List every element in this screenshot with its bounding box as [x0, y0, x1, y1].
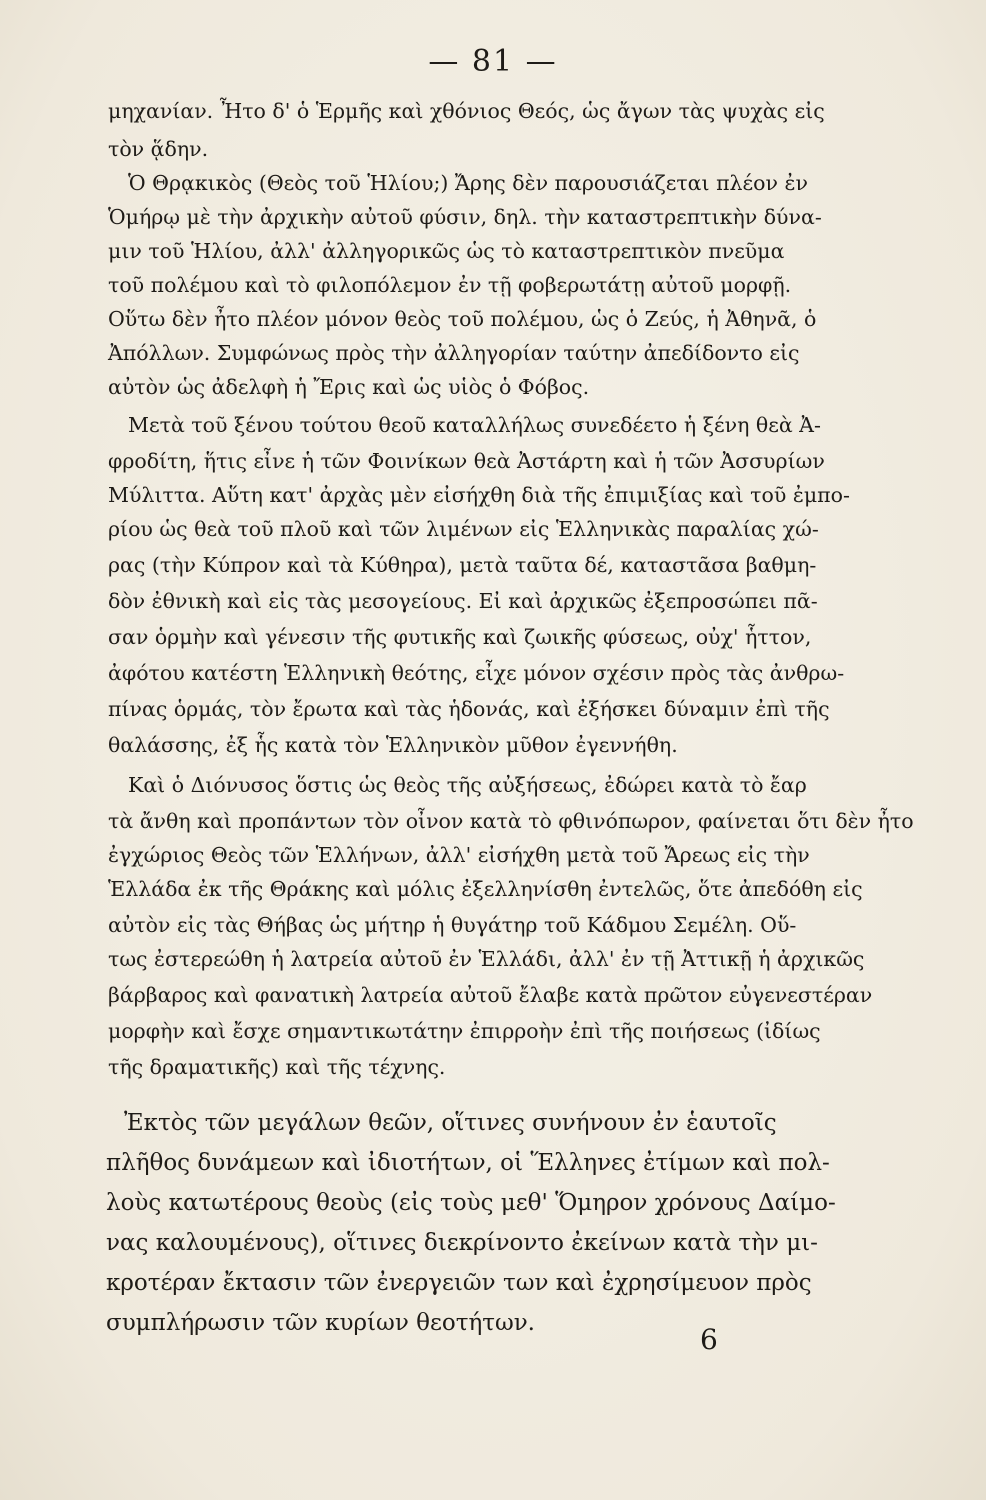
- text-line: Ἀπόλλων. Συμφώνως πρὸς τὴν ἀλληγορίαν ταύτην ἀπεδίδοντο εἰς: [108, 341, 800, 365]
- text-line: συμπλήρωσιν τῶν κυρίων θεοτήτων.: [106, 1310, 535, 1336]
- text-line: ρίου ὡς θεὰ τοῦ πλοῦ καὶ τῶν λιμένων εἰς Ἑλληνικὰς παραλίας χώ-: [108, 517, 819, 541]
- text-line: τὰ ἄνθη καὶ προπάντων τὸν οἶνον κατὰ τὸ φθινόπωρον, φαίνεται ὅτι δὲν ἦτο: [108, 809, 914, 833]
- text-line: πλῆθος δυνάμεων καὶ ἰδιοτήτων, οἱ Ἕλληνες ἐτίμων καὶ πολ-: [106, 1150, 830, 1176]
- text-line: φροδίτη, ἥτις εἶνε ἡ τῶν Φοινίκων θεὰ Ἀστάρτη καὶ ἡ τῶν Ἀσσυρίων: [108, 449, 825, 473]
- text-line: μορφὴν καὶ ἔσχε σημαντικωτάτην ἐπιρροὴν ἐπὶ τῆς ποιήσεως (ἰδίως: [108, 1019, 821, 1043]
- text-line: βάρβαρος καὶ φανατικὴ λατρεία αὐτοῦ ἔλαβε κατὰ πρῶτον εὐγενεστέραν: [108, 983, 873, 1007]
- text-line: κροτέραν ἔκτασιν τῶν ἐνεργειῶν των καὶ ἐχρησίμευον πρὸς: [106, 1270, 812, 1296]
- text-line: Καὶ ὁ Διόνυσος ὅστις ὡς θεὸς τῆς αὐξήσεως, ἐδώρει κατὰ τὸ ἔαρ: [128, 773, 807, 797]
- text-line: τῆς δραματικῆς) καὶ τῆς τέχνης.: [108, 1055, 446, 1079]
- text-line: Ὁμήρῳ μὲ τὴν ἀρχικὴν αὐτοῦ φύσιν, δηλ. τὴν καταστρεπτικὴν δύνα-: [108, 205, 822, 229]
- signature-mark: 6: [700, 1323, 718, 1356]
- text-line: θαλάσσης, ἐξ ἧς κατὰ τὸν Ἑλληνικὸν μῦθον ἐγεννήθη.: [108, 733, 678, 757]
- text-line: Ἐκτὸς τῶν μεγάλων θεῶν, οἵτινες συνήνουν ἐν ἑαυτοῖς: [124, 1110, 777, 1136]
- text-line: νας καλουμένους), οἵτινες διεκρίνοντο ἐκείνων κατὰ τὴν μι-: [106, 1230, 818, 1256]
- text-line: Μύλιττα. Αὕτη κατ' ἀρχὰς μὲν εἰσήχθη διὰ τῆς ἐπιμιξίας καὶ τοῦ ἐμπο-: [108, 483, 850, 507]
- text-line: Ὁ Θρᾳκικὸς (Θεὸς τοῦ Ἡλίου;) Ἄρης δὲν παρουσιάζεται πλέον ἐν: [128, 171, 808, 195]
- page-number: — 81 —: [428, 44, 558, 79]
- text-line: Μετὰ τοῦ ξένου τούτου θεοῦ καταλλήλως συνεδέετο ἡ ξένη θεὰ Ἀ-: [128, 413, 821, 437]
- text-line: τὸν ᾅδην.: [108, 137, 209, 161]
- text-line: λοὺς κατωτέρους θεοὺς (εἰς τοὺς μεθ' Ὅμηρον χρόνους Δαίμο-: [106, 1190, 836, 1216]
- text-line: αὐτὸν ὡς ἀδελφὴ ἡ Ἔρις καὶ ὡς υἱὸς ὁ Φόβος.: [108, 375, 590, 399]
- text-line: ἐγχώριος Θεὸς τῶν Ἑλλήνων, ἀλλ' εἰσήχθη μετὰ τοῦ Ἄρεως εἰς τὴν: [108, 843, 810, 867]
- text-line: τοῦ πολέμου καὶ τὸ φιλοπόλεμον ἐν τῇ φοβερωτάτῃ αὐτοῦ μορφῇ.: [108, 273, 792, 297]
- text-line: Οὕτω δὲν ἦτο πλέον μόνον θεὸς τοῦ πολέμου, ὡς ὁ Ζεύς, ἡ Ἀθηνᾶ, ὁ: [108, 307, 817, 331]
- text-line: ἀφότου κατέστη Ἑλληνικὴ θεότης, εἶχε μόνον σχέσιν πρὸς τὰς ἀνθρω-: [108, 661, 845, 685]
- text-line: Ἑλλάδα ἐκ τῆς Θράκης καὶ μόλις ἐξελληνίσθη ἐντελῶς, ὅτε ἀπεδόθη εἰς: [108, 877, 863, 901]
- text-line: πίνας ὁρμάς, τὸν ἔρωτα καὶ τὰς ἡδονάς, καὶ ἐξήσκει δύναμιν ἐπὶ τῆς: [108, 697, 830, 721]
- text-line: δὸν ἐθνικὴ καὶ εἰς τὰς μεσογείους. Εἰ καὶ ἀρχικῶς ἐξεπροσώπει πᾶ-: [108, 589, 818, 613]
- text-line: αὐτὸν εἰς τὰς Θήβας ὡς μήτηρ ἡ θυγάτηρ τοῦ Κάδμου Σεμέλη. Οὕ-: [108, 913, 797, 937]
- text-line: μιν τοῦ Ἡλίου, ἀλλ' ἀλληγορικῶς ὡς τὸ καταστρεπτικὸν πνεῦμα: [108, 239, 785, 263]
- text-line: ρας (τὴν Κύπρον καὶ τὰ Κύθηρα), μετὰ ταῦτα δέ, καταστᾶσα βαθμη-: [108, 553, 817, 577]
- text-line: σαν ὁρμὴν καὶ γένεσιν τῆς φυτικῆς καὶ ζωικῆς φύσεως, οὐχ' ἧττον,: [108, 625, 812, 649]
- text-line: μηχανίαν. Ἦτο δ' ὁ Ἑρμῆς καὶ χθόνιος Θεός, ὡς ἄγων τὰς ψυχὰς εἰς: [108, 99, 825, 123]
- text-line: τως ἐστερεώθη ἡ λατρεία αὐτοῦ ἐν Ἑλλάδι, ἀλλ' ἐν τῇ Ἀττικῇ ἡ ἀρχικῶς: [108, 947, 865, 971]
